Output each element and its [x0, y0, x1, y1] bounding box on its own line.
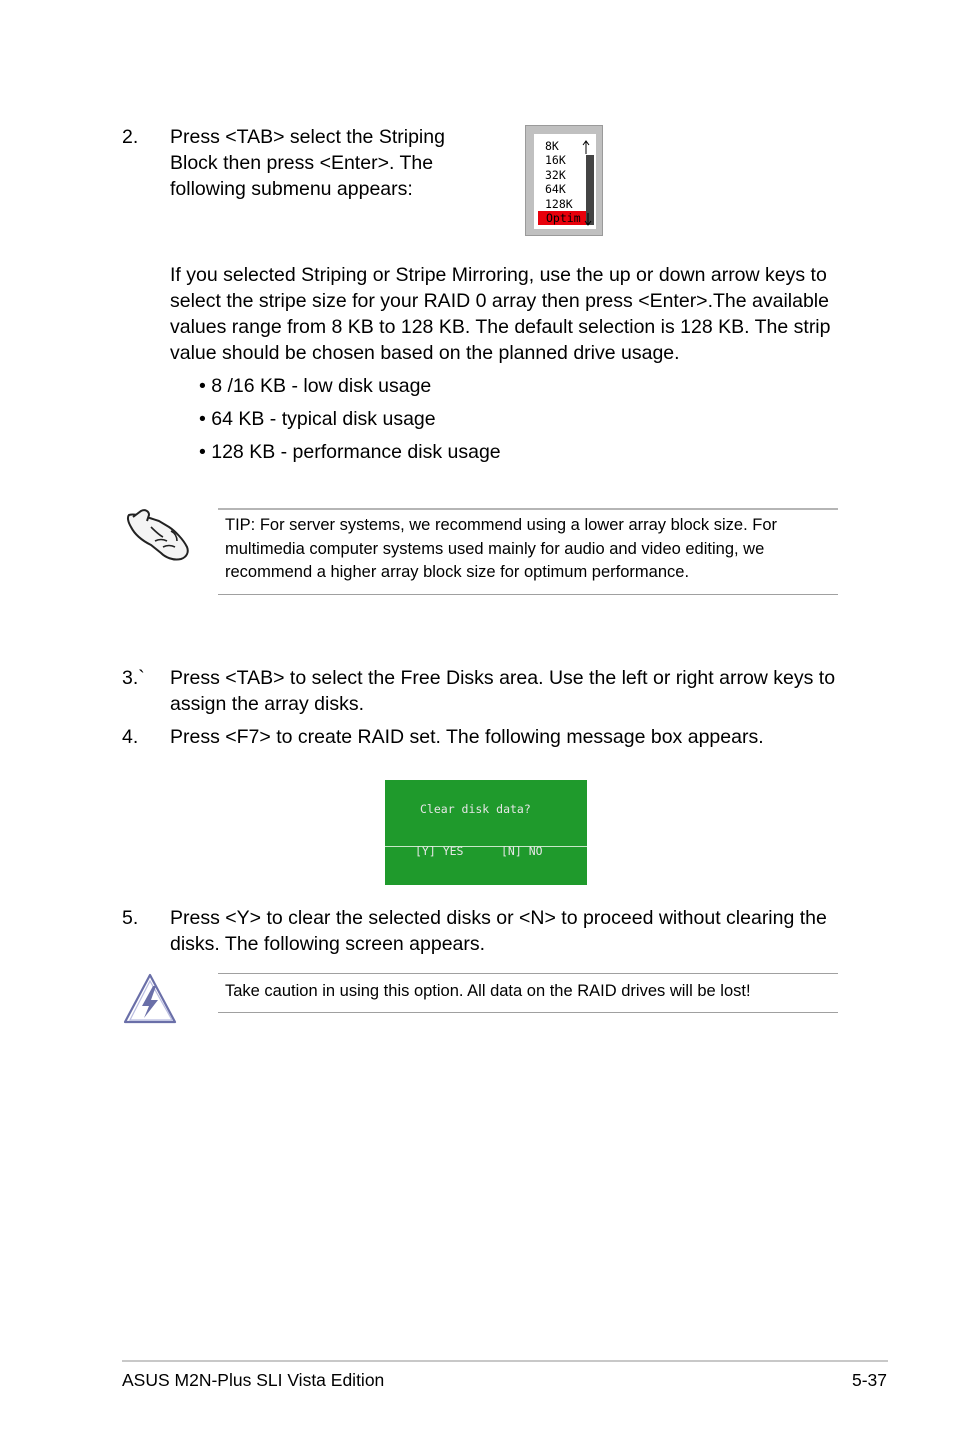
tip-line-2: multimedia computer systems used mainly for audio and video editing, we [225, 540, 765, 558]
tip-line-1: TIP: For server systems, we recommend using a lower array block size. For [225, 516, 777, 534]
bullet-typical-usage: • 64 KB - typical disk usage [199, 408, 436, 430]
yes-option[interactable]: [Y] YES [415, 844, 464, 858]
stripe-size-paragraph-line-2: select the stripe size for your RAID 0 array then press <Enter>.The available [170, 290, 829, 312]
hand-pointer-icon [125, 505, 193, 563]
submenu-item-64k[interactable]: 64K [545, 182, 566, 196]
scroll-up-arrow-icon[interactable] [581, 139, 591, 155]
step-5-line-2: disks. The following screen appears. [170, 933, 486, 955]
warning-text: Take caution in using this option. All data on the RAID drives will be lost! [225, 982, 751, 1000]
step-5-number: 5. [122, 907, 139, 929]
bullet-low-usage: • 8 /16 KB - low disk usage [199, 375, 432, 397]
footer-title: ASUS M2N-Plus SLI Vista Edition [122, 1370, 385, 1390]
step-2-line-1: Press <TAB> select the Striping [170, 126, 445, 148]
step-2-line-2: Block then press <Enter>. The [170, 152, 434, 174]
step-3-line-1: Press <TAB> to select the Free Disks area. Use the left or right arrow keys to [170, 667, 836, 689]
submenu-item-32k[interactable]: 32K [545, 168, 566, 182]
page-number: 5-37 [852, 1370, 888, 1390]
warning-lightning-icon [122, 972, 178, 1026]
tip-top-rule [218, 508, 838, 510]
stripe-size-paragraph-line-1: If you selected Striping or Stripe Mirroring, use the up or down arrow keys to [170, 264, 827, 286]
dialog-title: Clear disk data? [420, 802, 531, 816]
step-3-number: 3.` [122, 667, 145, 689]
step-2-line-3: following submenu appears: [170, 178, 413, 200]
warning-top-rule [218, 973, 838, 974]
step-2-number: 2. [122, 126, 139, 148]
tip-bottom-rule [218, 594, 838, 595]
stripe-size-paragraph-line-4: value should be chosen based on the planned drive usage. [170, 342, 680, 364]
submenu-item-128k[interactable]: 128K [545, 197, 573, 211]
warning-bottom-rule [218, 1012, 838, 1013]
step-4-number: 4. [122, 726, 139, 748]
submenu-item-8k[interactable]: 8K [545, 139, 559, 153]
tip-line-3: recommend a higher array block size for optimum performance. [225, 563, 690, 581]
submenu-item-optimal-selected[interactable]: Optim [538, 211, 586, 225]
footer-rule [122, 1360, 888, 1362]
step-5-line-1: Press <Y> to clear the selected disks or <N> to proceed without clearing the [170, 907, 827, 929]
step-4-text: Press <F7> to create RAID set. The following message box appears. [170, 726, 764, 748]
step-3-line-2: assign the array disks. [170, 693, 365, 715]
stripe-size-paragraph-line-3: values range from 8 KB to 128 KB. The default selection is 128 KB. The strip [170, 316, 831, 338]
clear-disk-data-dialog [385, 780, 587, 885]
no-option[interactable]: [N] NO [501, 844, 543, 858]
bullet-performance-usage: • 128 KB - performance disk usage [199, 441, 501, 463]
submenu-item-16k[interactable]: 16K [545, 153, 566, 167]
scroll-down-arrow-icon[interactable] [583, 212, 593, 228]
